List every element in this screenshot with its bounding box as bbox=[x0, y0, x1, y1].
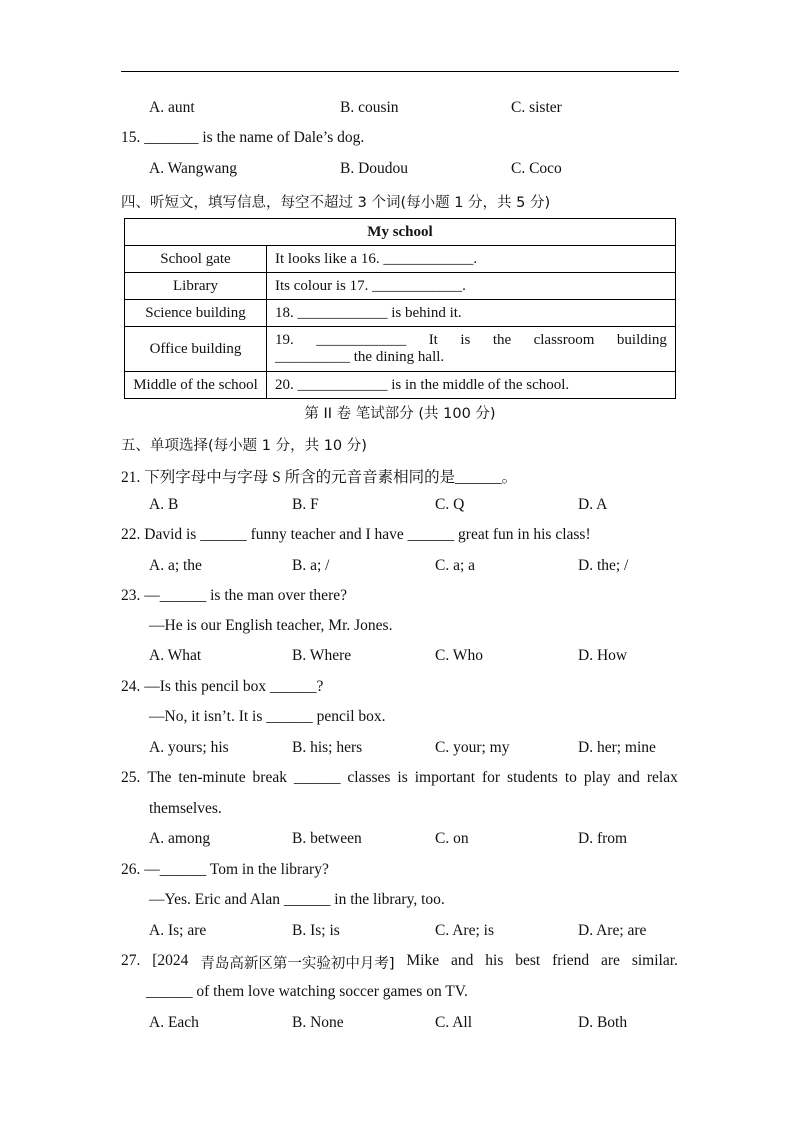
q23-stem: 23. —______ is the man over there? bbox=[121, 587, 347, 604]
q14-option-c: C. sister bbox=[511, 99, 562, 116]
word: play bbox=[583, 769, 611, 786]
table-row bbox=[125, 372, 676, 399]
table-info: It looks like a 16. ____________. bbox=[267, 246, 676, 273]
q22-option-c: C. a; a bbox=[435, 557, 476, 574]
my-school-table bbox=[124, 218, 676, 399]
q24-option-a: A. yours; his bbox=[149, 739, 229, 756]
q27-option-b: B. None bbox=[292, 1014, 344, 1031]
table-info: Its colour is 17. ____________. bbox=[267, 273, 676, 300]
table-place: Middle of the school bbox=[125, 372, 267, 399]
word: students bbox=[507, 769, 558, 786]
q24-stem2: —No, it isn’t. It is ______ pencil box. bbox=[149, 708, 386, 725]
table-info: 18. ____________ is behind it. bbox=[267, 300, 676, 327]
blank: ______ bbox=[293, 769, 341, 786]
q25-option-b: B. between bbox=[292, 830, 362, 847]
q22-option-b: B. a; / bbox=[292, 557, 330, 574]
q14-option-a: A. aunt bbox=[149, 99, 195, 116]
word: relax bbox=[646, 769, 678, 786]
q21-option-d: D. A bbox=[578, 496, 608, 513]
word: for bbox=[481, 769, 501, 786]
table-row bbox=[125, 246, 676, 273]
word: classes bbox=[347, 769, 391, 786]
word: to bbox=[564, 769, 577, 786]
table-row bbox=[125, 300, 676, 327]
word: is bbox=[460, 332, 471, 348]
table-place: Library bbox=[125, 273, 267, 300]
word: similar. bbox=[631, 952, 678, 969]
q27-stem bbox=[121, 952, 678, 973]
q21-option-a: A. B bbox=[149, 496, 179, 513]
q26-option-d: D. Are; are bbox=[578, 922, 647, 939]
blank: ____________ bbox=[316, 332, 407, 348]
q21-stem bbox=[121, 465, 517, 487]
table-place: Science building bbox=[125, 300, 267, 327]
q25-stem bbox=[121, 769, 678, 787]
word: building bbox=[616, 332, 667, 348]
q15-option-a: A. Wangwang bbox=[149, 160, 238, 177]
q22-option-d: D. the; / bbox=[578, 557, 629, 574]
q15-option-b: B. Doudou bbox=[340, 160, 409, 177]
table-info-line2: __________ the dining hall. bbox=[275, 349, 445, 365]
word: It bbox=[428, 332, 438, 348]
word: ten-minute bbox=[178, 769, 246, 786]
section5-title: 五、单项选择(每小题 1 分，共 10 分) bbox=[121, 438, 367, 454]
table-info bbox=[267, 327, 676, 372]
q22-option-a: A. a; the bbox=[149, 557, 202, 574]
section4-title: 四、听短文，填写信息，每空不超过 3 个词(每小题 1 分，共 5 分) bbox=[121, 195, 551, 211]
word: best bbox=[515, 952, 541, 969]
q25-option-c: C. on bbox=[435, 830, 469, 847]
q24-stem: 24. —Is this pencil box ______? bbox=[121, 678, 324, 695]
q23-stem2: —He is our English teacher, Mr. Jones. bbox=[149, 617, 393, 634]
word: [2024 bbox=[152, 952, 189, 969]
q21-option-b: B. F bbox=[292, 496, 319, 513]
q26-stem2: —Yes. Eric and Alan ______ in the library, too. bbox=[149, 891, 445, 908]
word: and bbox=[617, 769, 640, 786]
word: his bbox=[485, 952, 504, 969]
word: important bbox=[414, 769, 476, 786]
q21-option-c: C. Q bbox=[435, 496, 465, 513]
q23-option-a: A. What bbox=[149, 647, 202, 664]
source-note: 青岛高新区第一实验初中月考] bbox=[200, 956, 395, 972]
q25-stem2: themselves. bbox=[149, 800, 222, 817]
q24-option-b: B. his; hers bbox=[292, 739, 363, 756]
q25-option-d: D. from bbox=[578, 830, 628, 847]
q14-option-b: B. cousin bbox=[340, 99, 399, 116]
table-row bbox=[125, 273, 676, 300]
word: The bbox=[147, 769, 172, 786]
q23-option-c: C. Who bbox=[435, 647, 483, 664]
word: 25. bbox=[121, 769, 141, 786]
word: 19. bbox=[275, 332, 294, 348]
header-rule bbox=[121, 71, 679, 72]
part2-title: 第 II 卷 笔试部分 (共 100 分) bbox=[304, 406, 496, 422]
q27-option-c: C. All bbox=[435, 1014, 473, 1031]
q24-option-d: D. her; mine bbox=[578, 739, 656, 756]
word: and bbox=[450, 952, 474, 969]
word: classroom bbox=[533, 332, 595, 348]
q22-stem: 22. David is ______ funny teacher and I have ______ great fun in his class! bbox=[121, 526, 591, 543]
q26-stem: 26. —______ Tom in the library? bbox=[121, 861, 329, 878]
table-info-line1 bbox=[275, 332, 667, 349]
q24-option-c: C. your; my bbox=[435, 739, 510, 756]
word: is bbox=[397, 769, 408, 786]
table-row bbox=[125, 327, 676, 372]
q27-option-a: A. Each bbox=[149, 1014, 199, 1031]
q23-option-b: B. Where bbox=[292, 647, 352, 664]
q25-option-a: A. among bbox=[149, 830, 211, 847]
q27-stem2: ______ of them love watching soccer games on TV. bbox=[146, 983, 468, 1000]
q15-stem: 15. _______ is the name of Dale’s dog. bbox=[121, 129, 365, 146]
word: the bbox=[492, 332, 512, 348]
table-place: Office building bbox=[125, 327, 267, 372]
q15-option-c: C. Coco bbox=[511, 160, 562, 177]
q27-option-d: D. Both bbox=[578, 1014, 628, 1031]
word: Mike bbox=[406, 952, 440, 969]
q21-stem-text: 21. 下列字母中与字母 S 所含的元音音素相同的是______。 bbox=[121, 469, 518, 486]
word: break bbox=[252, 769, 287, 786]
q26-option-a: A. Is; are bbox=[149, 922, 207, 939]
word: friend bbox=[552, 952, 590, 969]
word: are bbox=[601, 952, 620, 969]
table-title: My school bbox=[125, 219, 676, 246]
word: 27. bbox=[121, 952, 141, 969]
q26-option-c: C. Are; is bbox=[435, 922, 494, 939]
table-place: School gate bbox=[125, 246, 267, 273]
q23-option-d: D. How bbox=[578, 647, 628, 664]
table-info: 20. ____________ is in the middle of the school. bbox=[267, 372, 676, 399]
q26-option-b: B. Is; is bbox=[292, 922, 340, 939]
